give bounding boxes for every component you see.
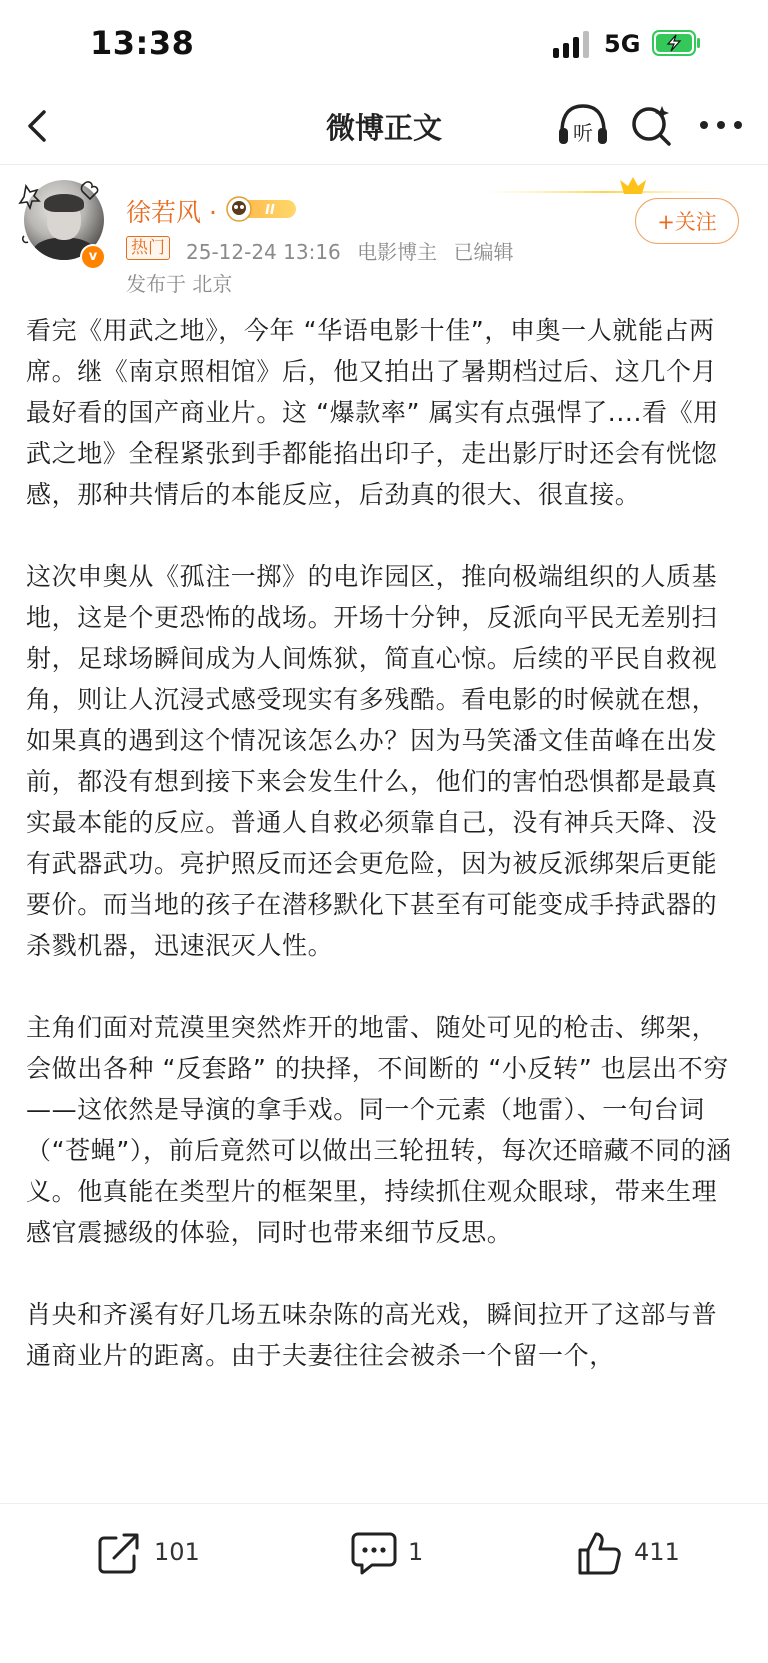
comment-icon xyxy=(350,1530,398,1576)
thumbs-up-icon xyxy=(576,1530,622,1576)
battery-charging-icon xyxy=(652,30,702,56)
post-paragraph: 看完《用武之地》，今年 “华语电影十佳”，申奥一人就能占两席。继《南京照相馆》后，他又拍出了暑期档过后、这几个月最好看的国产商业片。这 “爆款率” 属实有点强悍了....看《用武之地》全程紧张到手都能掐出印子，走出影厅时还会有恍惚感，那种共情后的本能反应，后劲真的很大、很直接。 xyxy=(26,316,719,509)
network-type: 5G xyxy=(604,30,641,58)
verified-badge: v xyxy=(80,244,106,270)
nav-bar xyxy=(0,90,768,165)
status-bar xyxy=(0,0,768,90)
post-paragraph: 这次申奥从《孤注一掷》的电诈园区，推向极端组织的人质基地，这是个更恐怖的战场。开场十分钟，反派向平民无差别扫射，足球场瞬间成为人间炼狱，简直心惊。后续的平民自救视角，则让人沉浸式感受现实有多残酷。看电影的时候就在想，如果真的遇到这个情况该怎么办？因为马笑潘文佳苗峰在出发前，都没有想到接下来会发生什么，他们的害怕恐惧都是最真实最本能的反应。普通人自救必须靠自己，没有神兵天降、没有武器武功。亮护照反而还会更危险，因为被反派绑架后更能要价。而当地的孩子在潜移默化下甚至有可能变成手持武器的杀戮机器，迅速泯灭人性。 xyxy=(26,562,718,960)
comment-button[interactable] xyxy=(350,1530,440,1580)
status-time: 13:38 xyxy=(90,24,195,62)
like-button[interactable] xyxy=(576,1530,686,1580)
follow-button[interactable]: +关注 xyxy=(635,198,739,244)
headphones-icon xyxy=(556,100,610,152)
edited-label: 已编辑 xyxy=(453,240,514,264)
repost-button[interactable] xyxy=(96,1530,206,1580)
listen-button[interactable] xyxy=(556,100,610,152)
author-title: 电影博主 xyxy=(357,240,438,264)
post-paragraph: 肖央和齐溪有好几场五味杂陈的高光戏，瞬间拉开了这部与普通商业片的距离。由于夫妻往往会被杀一个留一个， xyxy=(26,1300,718,1370)
svg-text:II: II xyxy=(265,203,275,218)
comment-count: 1 xyxy=(408,1538,424,1566)
hot-tag: 热门 xyxy=(126,236,170,260)
author-name[interactable]: 徐若风 · xyxy=(126,198,217,227)
post-meta xyxy=(186,236,514,265)
post-paragraph: 主角们面对荒漠里突然炸开的地雷、随处可见的枪击、绑架，会做出各种 “反套路” 的抉择，不间断的 “小反转” 也层出不穷——这依然是导演的拿手戏。同一个元素（地雷）、一句台词（“苍蝇”），前后竟然可以做出三轮扭转，每次还暗藏不同的涵义。他真能在类型片的框架里，持续抓住观众眼球，带来生理感官震撼级的体验，同时也带来细节反思。 xyxy=(26,1013,732,1247)
signal-icon xyxy=(553,30,591,58)
search-button[interactable] xyxy=(628,100,674,152)
post-date: 25-12-24 13:16 xyxy=(186,240,341,264)
action-bar xyxy=(0,1503,768,1663)
level-badge-icon xyxy=(226,196,300,222)
post-body xyxy=(26,310,742,1376)
svg-text:听: 听 xyxy=(573,121,593,145)
page-title: 微博正文 xyxy=(325,111,442,145)
post-location: 发布于 北京 xyxy=(126,272,233,296)
like-count: 411 xyxy=(634,1538,680,1566)
repost-count: 101 xyxy=(154,1538,200,1566)
share-icon xyxy=(96,1530,142,1576)
crown-decoration-icon xyxy=(480,174,730,200)
more-button[interactable] xyxy=(696,110,746,140)
